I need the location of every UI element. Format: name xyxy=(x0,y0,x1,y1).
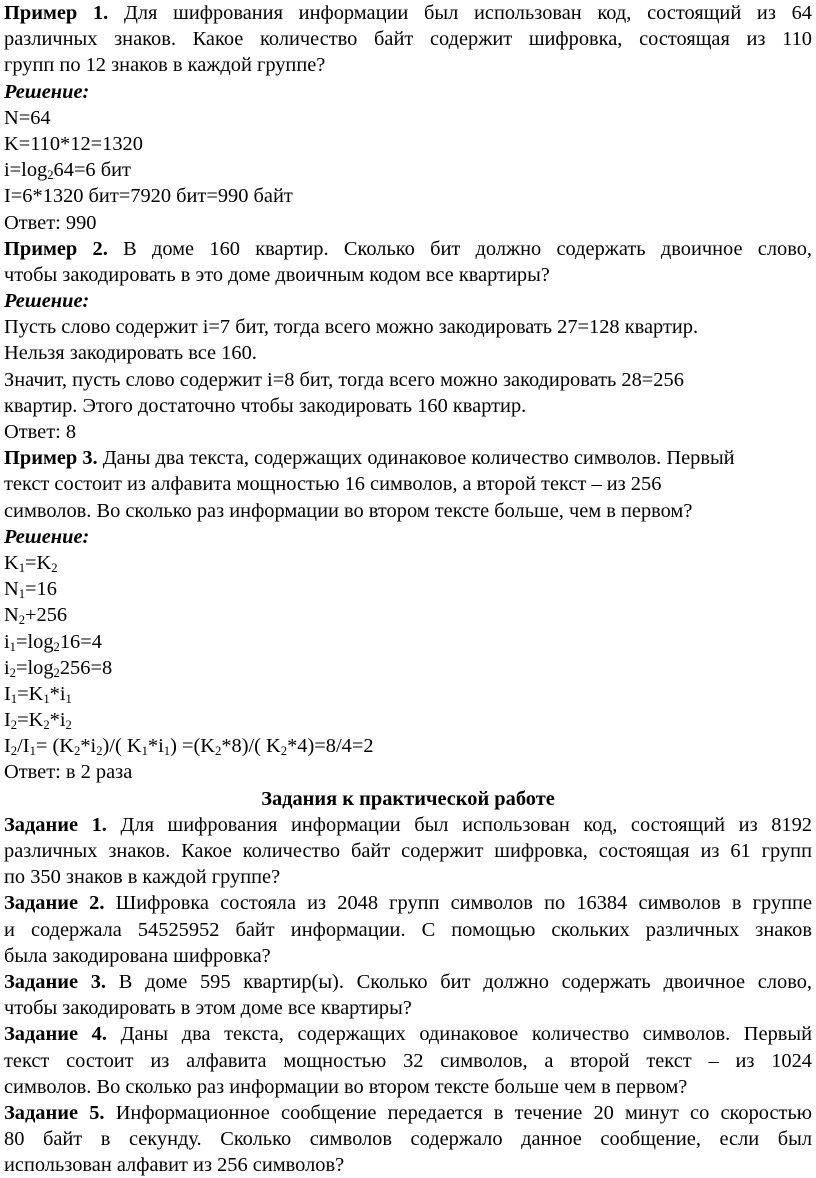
ex3-step-6: $I_1=K_1*i_1$ xyxy=(4,682,72,706)
ex3-step-8: $I_2/I_1= (K_2*i_2)/$( $K_1*i_1) =(K_2*8)/$( $K_2*4)=8/4=2$ xyxy=(4,735,374,759)
ex2-label: Пример 2. xyxy=(4,237,108,260)
ex2-step-4: квартир. Этого достаточно чтобы закодировать 160 квартир. xyxy=(4,394,527,417)
task5-text-1: Информационное сообщение передается в течение 20 минут со скоростью xyxy=(115,1101,812,1124)
ex1-line-2: различных знаков. Какое количество байт содержит шифровка, состоящая из 110 xyxy=(4,28,812,51)
ex2-answer: Ответ: 8 xyxy=(4,421,77,443)
ex1-label: Пример 1. xyxy=(4,2,109,24)
ex3-step-1: $K_1=K_2$ xyxy=(4,551,58,575)
ex1-line-1 xyxy=(4,0,812,26)
ex3-step-2: $N_1=16$ xyxy=(4,578,57,601)
ex2-line-1 xyxy=(4,236,812,262)
task3-line-2: чтобы закодировать в этом доме все квартиры? xyxy=(4,997,412,1020)
task3-label: Задание 3. xyxy=(4,970,107,993)
ex3-step-4: $i_1=\log_216=4$ xyxy=(4,630,102,654)
ex3-label: Пример 3. xyxy=(4,447,98,470)
task5-line-2: 80 байт в секунду. Сколько символов содержало данное сообщение, если был xyxy=(4,1128,812,1151)
ex1-step-3-a: i=log xyxy=(4,159,48,182)
ex1-text-1: Для шифрования информации был использован код, состоящий из 64 xyxy=(123,2,812,24)
task5-line-3: использован алфавит из 256 символов? xyxy=(4,1154,345,1177)
tasks-heading: Задания к практической работе xyxy=(261,787,555,810)
ex1-answer: Ответ: 990 xyxy=(4,211,97,234)
ex2-step-2: Нельзя закодировать все 160. xyxy=(4,342,257,365)
task5-label: Задание 5. xyxy=(4,1101,105,1124)
task2-line-1 xyxy=(4,890,812,916)
ex2-text-1: В доме 160 квартир. Сколько бит должно содержать двоичное слово, xyxy=(123,237,812,260)
ex1-line-3: групп по 12 знаков в каждой группе? xyxy=(4,54,326,77)
ex1-solution-heading: Решение: xyxy=(4,80,90,103)
task4-label: Задание 4. xyxy=(4,1023,107,1046)
task3-line-1 xyxy=(4,969,812,995)
task1-label: Задание 1. xyxy=(4,813,107,836)
task1-line-1 xyxy=(4,812,812,838)
ex3-line-2: текст состоит из алфавита мощностью 16 символов, а второй текст – из 256 xyxy=(4,473,662,496)
ex3-step-7: $I_2=K_2*i_2$ xyxy=(4,709,72,732)
ex3-line-3: символов. Во сколько раз информации во втором тексте больше, чем в первом? xyxy=(4,499,693,522)
task4-line-1 xyxy=(4,1021,812,1047)
ex1-step-4: I=6*1320 бит=7920 бит=990 байт xyxy=(4,185,293,208)
task1-line-2: различных знаков. Какое количество байт содержит шифровка, состоящая из 61 групп xyxy=(4,840,812,862)
ex3-step-3: $N_2+256$ xyxy=(4,604,68,628)
task1-text-1: Для шифрования информации был использован код, состоящий из 8192 xyxy=(120,813,812,836)
ex1-step-1: N=64 xyxy=(4,106,51,129)
ex3-answer: Ответ: в 2 раза xyxy=(4,761,133,784)
ex3-line-1 xyxy=(4,445,812,471)
task4-text-1: Даны два текста, содержащих одинаковое количество символов. Первый xyxy=(120,1023,812,1046)
task2-label: Задание 2. xyxy=(4,892,105,915)
ex3-solution-heading: Решение: xyxy=(4,525,90,548)
ex1-step-2: K=110*12=1320 xyxy=(4,132,143,155)
task1-line-3: по 350 знаков в каждой группе? xyxy=(4,866,281,889)
ex2-line-2: чтобы закодировать в это доме двоичным кодом все квартиры? xyxy=(4,263,550,286)
ex3-text-1: Даны два текста, содержащих одинаковое количество символов. Первый xyxy=(102,447,735,470)
task2-line-2: и содержала 54525952 байт информации. С помощью скольких различных знаков xyxy=(4,918,812,941)
ex2-solution-heading: Решение: xyxy=(4,290,90,313)
task4-line-2: текст состоит из алфавита мощностью 32 символов, а второй текст – из 1024 xyxy=(4,1049,812,1072)
ex2-step-3: Значит, пусть слово содержит i=8 бит, тогда всего можно закодировать 28=256 xyxy=(4,368,684,391)
ex2-step-1: Пусть слово содержит i=7 бит, тогда всего можно закодировать 27=128 квартир. xyxy=(4,316,699,339)
task4-line-3: символов. Во сколько раз информации во втором тексте больше чем в первом? xyxy=(4,1075,688,1098)
task5-line-1 xyxy=(4,1100,812,1126)
task3-text-1: В доме 595 квартир(ы). Сколько бит должно содержать двоичное слово, xyxy=(118,970,812,993)
ex1-step-3-b: 64=6 бит xyxy=(53,159,131,182)
task2-text-1: Шифровка состояла из 2048 групп символов по 16384 символов в группе xyxy=(115,892,812,915)
ex1-step-3 xyxy=(4,157,812,183)
ex3-step-5: $i_2=\log_2256=8$ xyxy=(4,656,113,680)
task2-line-3: была закодирована шифровка? xyxy=(4,944,271,967)
ex1-step-3-sub: 2 xyxy=(47,167,54,182)
